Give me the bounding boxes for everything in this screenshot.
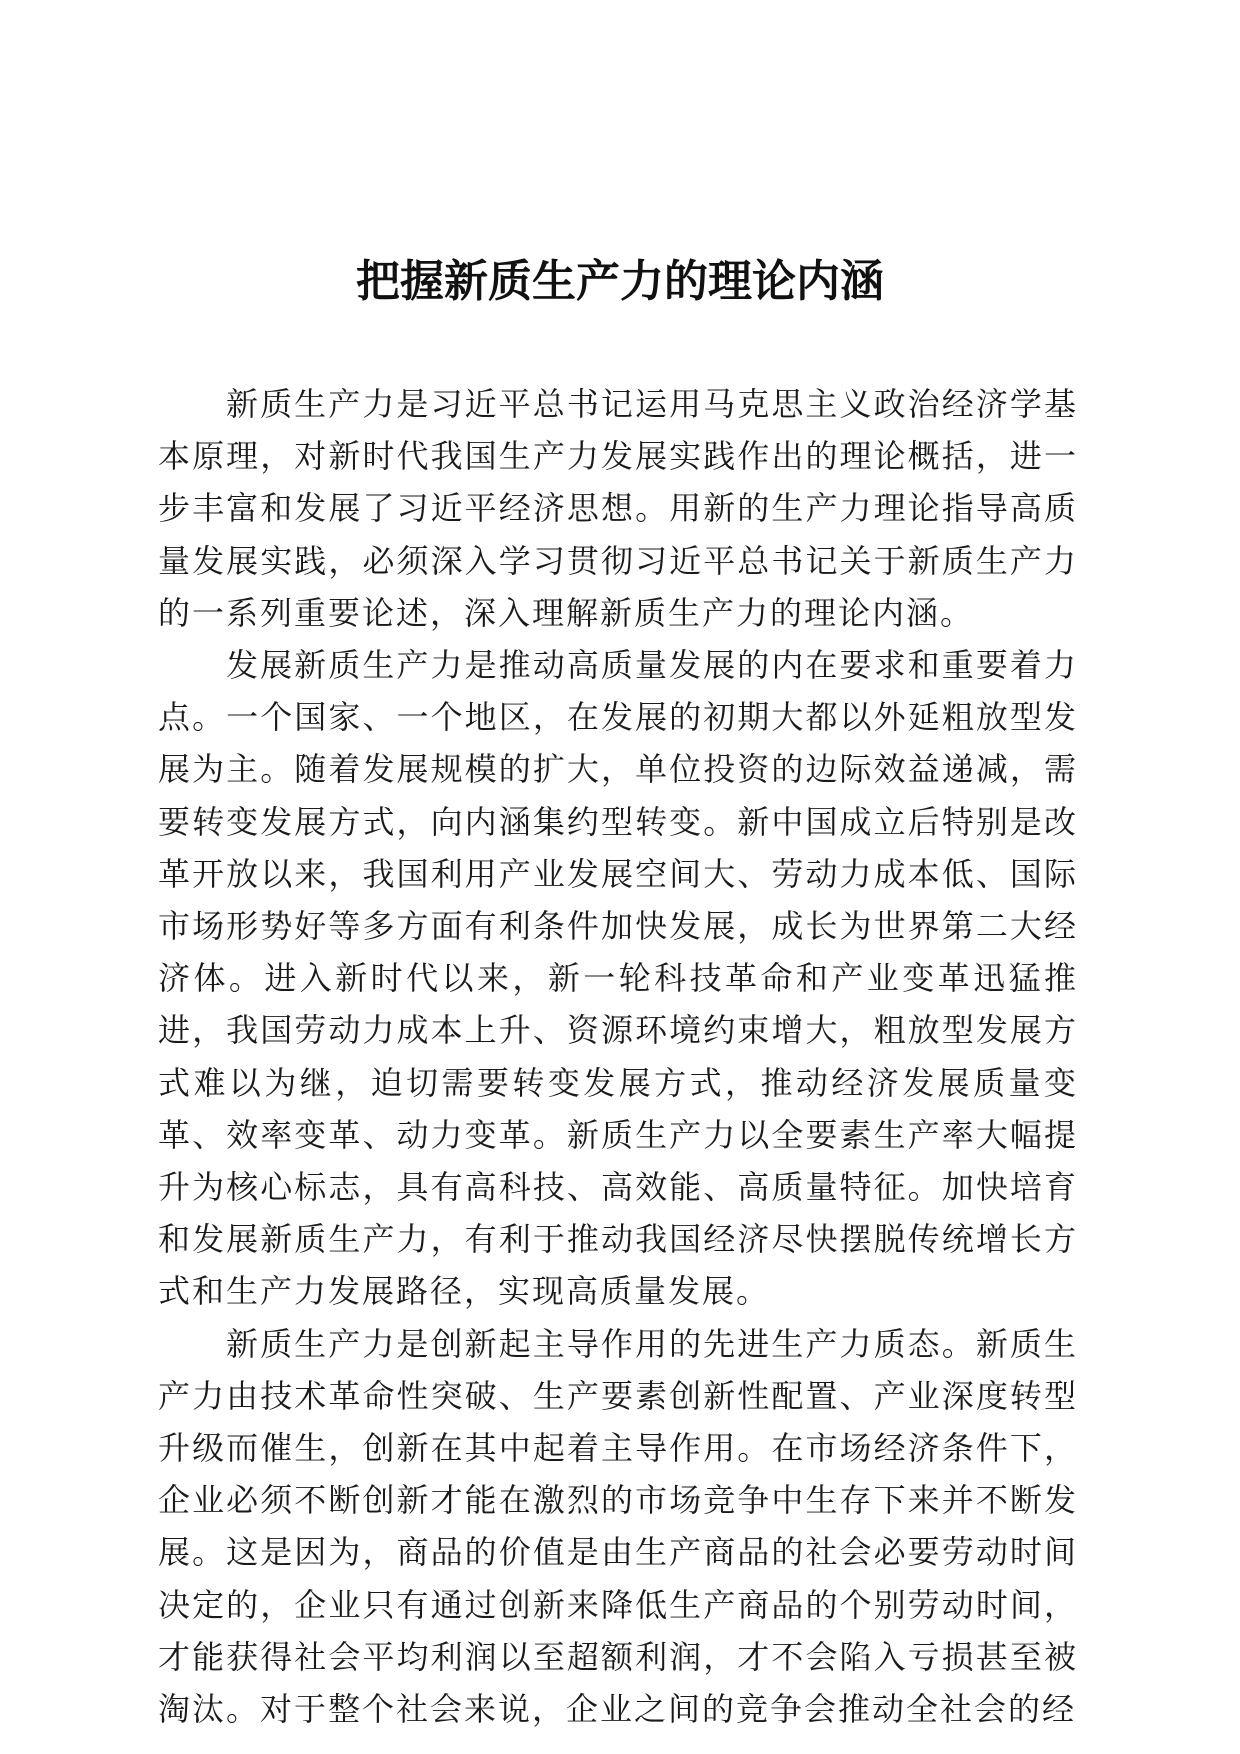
paragraph-1: 新质生产力是习近平总书记运用马克思主义政治经济学基本原理，对新时代我国生产力发展实践作出的理论概括，进一步丰富和发展了习近平经济思想。用新的生产力理论指导高质量发展实践，必须深入学习贯彻习近平总书记关于新质生产力的一系列重要论述，深入理解新质生产力的理论内涵。 <box>158 385 1078 632</box>
paragraph-3: 新质生产力是创新起主导作用的先进生产力质态。新质生产力由技术革命性突破、生产要素创新性配置、产业深度转型升级而催生，创新在其中起着主导作用。在市场经济条件下，企业必须不断创新才能在激烈的市场竞争中生存下来并不断发展。这是因为，商品的价值是由生产商品的社会必要劳动时间决定的，企业只有通过创新来降低生产商品的个别劳动时间，才能获得社会平均利润以至超额利润，才不会陷入亏损甚至被淘汰。对于整个社会来说，企业之间的竞争会推动全社会的经 <box>158 1324 1078 1729</box>
paragraph-2: 发展新质生产力是推动高质量发展的内在要求和重要着力点。一个国家、一个地区，在发展的初期大都以外延粗放型发展为主。随着发展规模的扩大，单位投资的边际效益递减，需要转变发展方式，向内涵集约型转变。新中国成立后特别是改革开放以来，我国利用产业发展空间大、劳动力成本低、国际市场形势好等多方面有利条件加快发展，成长为世界第二大经济体。进入新时代以来，新一轮科技革命和产业变革迅猛推进，我国劳动力成本上升、资源环境约束增大，粗放型发展方式难以为继，迫切需要转变发展方式，推动经济发展质量变革、效率变革、动力变革。新质生产力以全要素生产率大幅提升为核心标志，具有高科技、高效能、高质量特征。加快培育和发展新质生产力，有利于推动我国经济尽快摆脱传统增长方式和生产力发展路径，实现高质量发展。 <box>158 646 1078 1311</box>
document-title: 把握新质生产力的理论内涵 <box>356 256 884 307</box>
document-body <box>158 378 1078 1735</box>
